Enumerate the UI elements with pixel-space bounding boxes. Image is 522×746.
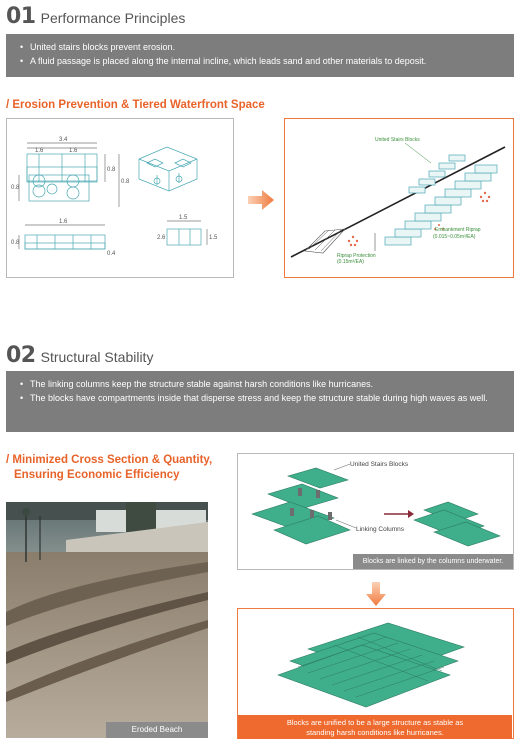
- unified-caption: [238, 715, 512, 739]
- section1-number: 01: [6, 4, 36, 29]
- label-riprap-protection: Riprap Protection: [337, 253, 376, 259]
- label-embankment-spec: (0.015~0.05m³/EA): [433, 234, 476, 240]
- label-united-stairs-blocks: United Stairs Blocks: [350, 461, 409, 468]
- unified-structure-diagram: [238, 609, 512, 715]
- section1-bullets: [6, 34, 514, 77]
- linked-caption: Blocks are linked by the columns underwater.: [353, 554, 513, 569]
- unified-caption-line1: Blocks are unified to be a large structure as stable as: [286, 718, 464, 727]
- section1-bullet: • A fluid passage is placed along the internal incline, which leads sand and other materials to deposit.: [20, 54, 504, 68]
- dim-label: 0.4: [107, 251, 116, 257]
- unified-structure-panel: [237, 608, 514, 739]
- section1-subheading: / Erosion Prevention & Tiered Waterfront Space: [6, 99, 265, 111]
- section2-bullet: • The blocks have compartments inside that disperse stress and keep the structure stable during high waves as well.: [20, 391, 504, 405]
- label-linking-columns: Linking Columns: [356, 526, 405, 533]
- dim-label: 1.6: [35, 148, 44, 154]
- technical-drawing: [7, 119, 233, 277]
- dim-label: 1.6: [59, 219, 68, 225]
- dim-label: 1.6: [69, 148, 78, 154]
- linked-blocks-diagram: [238, 454, 513, 554]
- label-united-stairs-blocks: United Stairs Blocks: [375, 137, 420, 143]
- arrow-down-icon: [366, 582, 386, 606]
- dim-label: 1.5: [179, 215, 188, 221]
- eroded-beach-photo: [6, 502, 208, 738]
- dim-label: 0.8: [107, 167, 116, 173]
- arrow-right-icon: [248, 190, 274, 210]
- cross-section-panel: [284, 118, 514, 278]
- label-embankment-riprap: Embankment Riprap: [435, 227, 481, 233]
- section1-bullet: • United stairs blocks prevent erosion.: [20, 40, 504, 54]
- section2-bullets: [6, 371, 514, 432]
- section2-number: 02: [6, 343, 36, 368]
- dim-label: 0.8: [121, 179, 130, 185]
- section2-header: [6, 343, 153, 371]
- section2-title: Structural Stability: [40, 349, 154, 365]
- beach-image: [6, 502, 208, 738]
- section2-bullet: • The linking columns keep the structure stable against harsh conditions like hurricanes.: [20, 377, 504, 391]
- section1-header: [6, 4, 185, 32]
- dim-label: 2.6: [157, 235, 166, 241]
- label-riprap-spec: (0.15m³/EA): [337, 259, 364, 265]
- dim-label: 0.8: [11, 185, 20, 191]
- photo-caption: Eroded Beach: [106, 722, 208, 738]
- linked-blocks-panel: [237, 453, 514, 570]
- section1-title: Performance Principles: [40, 10, 186, 26]
- unified-caption-line2: standing harsh conditions like hurricanes.: [306, 728, 444, 737]
- dim-label: 1.5: [209, 235, 218, 241]
- section2-subheading-line2: Ensuring Economic Efficiency: [14, 469, 180, 481]
- cross-section-diagram: [285, 119, 512, 276]
- dim-label: 3.4: [59, 137, 68, 143]
- section2-subheading-line1: / Minimized Cross Section & Quantity,: [6, 454, 213, 466]
- technical-drawing-panel: [6, 118, 234, 278]
- dim-label: 0.8: [11, 240, 20, 246]
